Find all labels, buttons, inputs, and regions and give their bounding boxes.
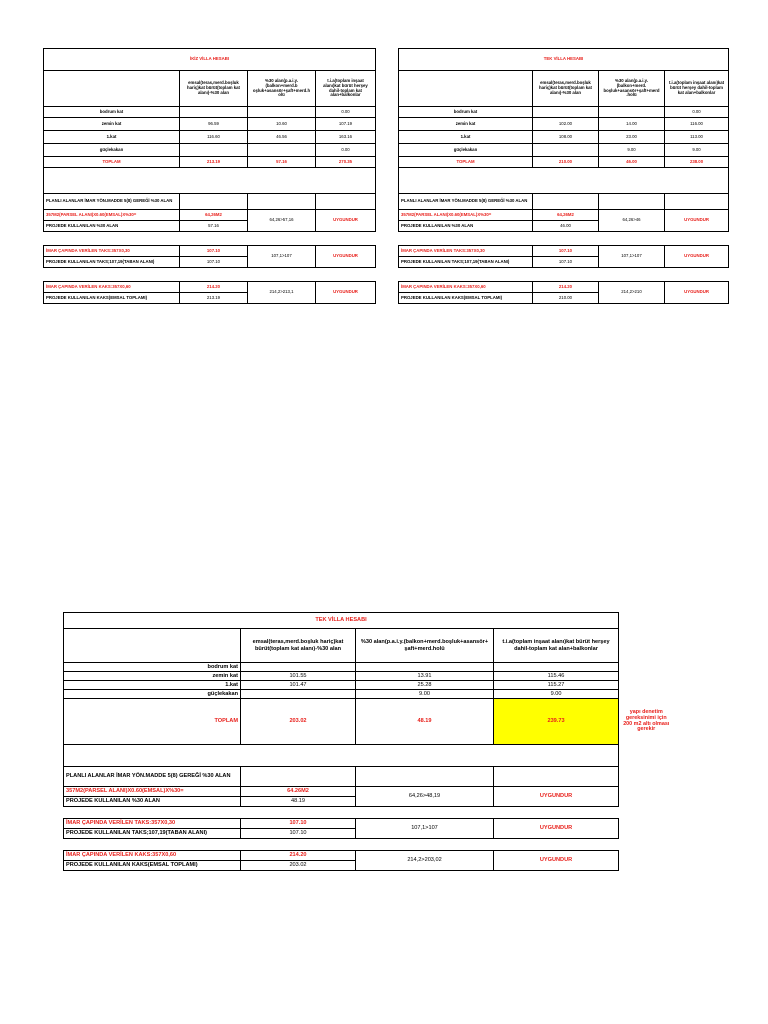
table-row	[64, 690, 674, 699]
row-label: zemin kat	[64, 672, 241, 681]
result-kaks: UYGUNDUR	[665, 282, 729, 304]
spacer-row	[399, 168, 729, 194]
allowed-taks-value: 107.10	[241, 819, 356, 829]
result-30: UYGUNDUR	[316, 210, 376, 232]
result-30: UYGUNDUR	[665, 210, 729, 232]
allowed-taks-label: İMAR ÇAPINDA VERİLEN TAKS:357X0,30	[64, 819, 241, 829]
total-v2: 48.19	[356, 699, 494, 745]
result-kaks: UYGUNDUR	[316, 282, 376, 304]
cell-v1	[180, 107, 248, 118]
used-taks-label: PROJEDE KULLANILAN TAKS;107,19(TABAN ALANI)	[44, 257, 180, 268]
table-row	[399, 144, 729, 157]
cell-v3: 107.19	[316, 118, 376, 131]
cell-v3: 0.00	[665, 107, 729, 118]
gap-row	[64, 839, 674, 851]
table-row	[64, 672, 674, 681]
tek-villa-table	[398, 48, 729, 304]
blank-cell	[180, 194, 248, 210]
cell-v3: 163.16	[316, 131, 376, 144]
blank-cell	[619, 663, 674, 672]
cell-v2: 9.00	[599, 144, 665, 157]
header-tia: t.i.a(toplam inşaat alanı)kat bürüt herşey dahil-toplam kat alan+balkonlar	[665, 71, 729, 107]
header-emsal: emsal(teras,merd.boşluk hariç)kat bürüt(toplam kat alanı)-%30 alan	[180, 71, 248, 107]
comparison-30: 64,26>57,16	[248, 210, 316, 232]
cell-v3: 113.00	[665, 131, 729, 144]
allowed-kaks-value: 214.20	[180, 282, 248, 293]
header-blank	[399, 71, 533, 107]
total-row	[399, 157, 729, 168]
table-title: İKİZ VİLLA HESABI	[44, 49, 376, 71]
allowed-kaks-value: 214.20	[533, 282, 599, 293]
table-row	[399, 118, 729, 131]
row-label: 1.kat	[64, 681, 241, 690]
used-taks-label: PROJEDE KULLANILAN TAKS;107,19(TABAN ALANI)	[399, 257, 533, 268]
blank-cell	[619, 629, 674, 663]
total-v1: 213.19	[180, 157, 248, 168]
cell-v1: 101.55	[241, 672, 356, 681]
allowed-taks-value: 107.10	[533, 246, 599, 257]
row-label: bodrum kat	[44, 107, 180, 118]
header-tia: t.i.a(toplam inşaat alanı)kat bürüt herşey dahil-toplam kat alan+balkonlar	[494, 629, 619, 663]
table-row	[399, 131, 729, 144]
used-taks-value: 107.10	[180, 257, 248, 268]
header-emsal: emsal(teras,merd.boşluk hariç)kat bürüt(toplam kat alanı)-%30 alan	[533, 71, 599, 107]
tek-villa-revised-table	[63, 612, 674, 871]
spacer-row	[44, 168, 376, 194]
blank-cell	[619, 613, 674, 629]
comparison-30: 64,26>48,19	[356, 787, 494, 807]
blank-cell	[619, 851, 674, 861]
used-30-label: PROJEDE KULLANILAN %30 ALAN	[64, 797, 241, 807]
total-v2: 57.16	[248, 157, 316, 168]
used-30-value: 48.19	[241, 797, 356, 807]
header-30-alan: %30 alan(p.a.i.y.(balkon+merd. boşluk+asansör+şaft+merd .holü	[599, 71, 665, 107]
allowed-30-value: 64.26M2	[241, 787, 356, 797]
header-tia: t.i.a(toplam inşaat alanı)kat bürüt herşey dahil-toplam kat alan+balkonlar	[316, 71, 376, 107]
blank-cell	[533, 194, 599, 210]
cell-v1	[241, 690, 356, 699]
allowed-30-value: 64,26M2	[180, 210, 248, 221]
row-label: güçlekakan	[399, 144, 533, 157]
table-row	[64, 663, 674, 672]
table-row	[64, 681, 674, 690]
cell-v3: 0.00	[316, 144, 376, 157]
cell-v1: 108.00	[533, 131, 599, 144]
total-v1: 203.02	[241, 699, 356, 745]
cell-v1: 96.59	[180, 118, 248, 131]
total-v1: 210.00	[533, 157, 599, 168]
gap-row	[44, 268, 376, 282]
total-v2: 46.00	[599, 157, 665, 168]
total-v3: 270.35	[316, 157, 376, 168]
row-label: güçlekakan	[44, 144, 180, 157]
allowed-kaks-value: 214.20	[241, 851, 356, 861]
cell-v1: 101.47	[241, 681, 356, 690]
comparison-kaks: 214,2>203,02	[356, 851, 494, 871]
cell-v2	[248, 144, 316, 157]
blank-cell	[619, 829, 674, 839]
cell-v2: 9.00	[356, 690, 494, 699]
total-row	[44, 157, 376, 168]
used-kaks-label: PROJEDE KULLANILAN KAKS(EMSAL TOPLAMI)	[64, 861, 241, 871]
used-taks-label: PROJEDE KULLANILAN TAKS;107,19(TABAN ALANI)	[64, 829, 241, 839]
result-taks: UYGUNDUR	[665, 246, 729, 268]
cell-v3: 0.00	[316, 107, 376, 118]
cell-v1	[533, 107, 599, 118]
total-label: TOPLAM	[399, 157, 533, 168]
comparison-kaks: 214,2>210	[599, 282, 665, 304]
allowed-taks-label: İMAR ÇAPINDA VERİLEN TAKS:357X0,30	[399, 246, 533, 257]
row-label: güçlekakan	[64, 690, 241, 699]
cell-v3: 115.27	[494, 681, 619, 690]
total-row	[64, 699, 674, 745]
comparison-30: 64,26>46	[599, 210, 665, 232]
used-kaks-label: PROJEDE KULLANILAN KAKS(EMSAL TOPLAMI)	[399, 293, 533, 304]
blank-cell	[356, 767, 494, 787]
row-label: zemin kat	[399, 118, 533, 131]
total-label: TOPLAM	[44, 157, 180, 168]
result-taks: UYGUNDUR	[494, 819, 619, 839]
gap-row	[399, 232, 729, 246]
allowed-taks-label: İMAR ÇAPINDA VERİLEN TAKS:357X0,30	[44, 246, 180, 257]
cell-v3: 9.00	[665, 144, 729, 157]
result-30: UYGUNDUR	[494, 787, 619, 807]
allowed-30-value: 64,26M2	[533, 210, 599, 221]
row-label: bodrum kat	[64, 663, 241, 672]
blank-cell	[619, 797, 674, 807]
gap-row	[44, 232, 376, 246]
table-row	[44, 107, 376, 118]
used-kaks-value: 213.19	[180, 293, 248, 304]
gap-row	[399, 268, 729, 282]
allowed-taks-value: 107.10	[180, 246, 248, 257]
total-label: TOPLAM	[64, 699, 241, 745]
result-kaks: UYGUNDUR	[494, 851, 619, 871]
blank-cell	[619, 787, 674, 797]
table-row	[399, 107, 729, 118]
planli-label: PLANLI ALANLAR İMAR YÖN.MADDE 5(8) GEREĞİ %30 ALAN	[64, 767, 241, 787]
used-taks-value: 107.10	[241, 829, 356, 839]
comparison-kaks: 214,2>213,1	[248, 282, 316, 304]
row-label: 1.kat	[44, 131, 180, 144]
used-30-label: PROJEDE KULLANILAN %30 ALAN	[44, 221, 180, 232]
blank-cell	[665, 194, 729, 210]
allowed-30-label: 357M2(PARSEL ALANI)X0.60(EMSAL)X%30=	[64, 787, 241, 797]
cell-v2	[248, 107, 316, 118]
cell-v2: 25.28	[356, 681, 494, 690]
cell-v3: 115.46	[494, 672, 619, 681]
cell-v1	[180, 144, 248, 157]
cell-v3	[494, 663, 619, 672]
blank-cell	[619, 861, 674, 871]
warning-note: yapı denetim gereksinimi için 200 m2 altı olması gerekir	[623, 708, 670, 733]
header-blank	[64, 629, 241, 663]
cell-v2: 23.00	[599, 131, 665, 144]
total-v3-highlight: 239.73	[494, 699, 619, 745]
blank-cell	[619, 819, 674, 829]
planli-label: PLANLI ALANLAR İMAR YÖN.MADDE 5(8) GEREĞİ %30 ALAN	[44, 194, 180, 210]
used-kaks-label: PROJEDE KULLANILAN KAKS(EMSAL TOPLAMI)	[44, 293, 180, 304]
comparison-taks: 107,1>107	[356, 819, 494, 839]
cell-v3: 9.00	[494, 690, 619, 699]
used-kaks-value: 210.00	[533, 293, 599, 304]
cell-v3: 116.00	[665, 118, 729, 131]
allowed-kaks-label: İMAR ÇAPINDA VERİLEN KAKS:357X0,60	[399, 282, 533, 293]
blank-cell	[619, 672, 674, 681]
result-taks: UYGUNDUR	[316, 246, 376, 268]
cell-v1	[533, 144, 599, 157]
used-kaks-value: 203.02	[241, 861, 356, 871]
blank-cell	[619, 681, 674, 690]
cell-v1: 102.00	[533, 118, 599, 131]
row-label: bodrum kat	[399, 107, 533, 118]
blank-cell	[494, 767, 619, 787]
header-30-alan: %30 alan(p.a.i.y.(balkon+merd.boşluk+asansör+ şaft+merd.holü	[356, 629, 494, 663]
table-row	[44, 144, 376, 157]
planli-label: PLANLI ALANLAR İMAR YÖN.MADDE 5(8) GEREĞİ %30 ALAN	[399, 194, 533, 210]
gap-row	[64, 807, 674, 819]
header-blank	[44, 71, 180, 107]
table-title: TEK VİLLA HESABI	[64, 613, 619, 629]
comparison-taks: 107,1>107	[248, 246, 316, 268]
row-label: zemin kat	[44, 118, 180, 131]
used-30-value: 46.00	[533, 221, 599, 232]
row-label: 1.kat	[399, 131, 533, 144]
used-30-value: 57.16	[180, 221, 248, 232]
ikiz-villa-table	[43, 48, 376, 304]
table-title: TEK VİLLA HESABI	[399, 49, 729, 71]
cell-v2: 10.60	[248, 118, 316, 131]
used-30-label: PROJEDE KULLANILAN %30 ALAN	[399, 221, 533, 232]
cell-v2	[599, 107, 665, 118]
blank-cell	[619, 745, 674, 767]
table-row	[44, 131, 376, 144]
cell-v1: 116.60	[180, 131, 248, 144]
blank-cell	[248, 194, 316, 210]
blank-cell	[316, 194, 376, 210]
comparison-taks: 107,1>107	[599, 246, 665, 268]
used-taks-value: 107.10	[533, 257, 599, 268]
allowed-30-label: 357M2(PARSEL ALANI)X0.60(EMSAL)X%30=	[44, 210, 180, 221]
header-30-alan: %30 alan(p.a.i.y.(balkon+merd.b oşluk+asansör+şaft+merd.h olü	[248, 71, 316, 107]
cell-v2: 14.00	[599, 118, 665, 131]
blank-cell	[619, 767, 674, 787]
table-row	[44, 118, 376, 131]
cell-v2: 13.91	[356, 672, 494, 681]
header-emsal: emsal(teras,merd.boşluk hariç)kat bürüt(toplam kat alanı)-%30 alan	[241, 629, 356, 663]
blank-cell	[241, 767, 356, 787]
blank-cell	[599, 194, 665, 210]
allowed-kaks-label: İMAR ÇAPINDA VERİLEN KAKS:357X0,60	[64, 851, 241, 861]
allowed-kaks-label: İMAR ÇAPINDA VERİLEN KAKS:357X0,60	[44, 282, 180, 293]
total-v3: 238.00	[665, 157, 729, 168]
spacer-row	[64, 745, 619, 767]
cell-v2: 46.56	[248, 131, 316, 144]
blank-cell	[619, 690, 674, 699]
cell-v1	[241, 663, 356, 672]
allowed-30-label: 357M2(PARSEL ALANI)X0.60(EMSAL)X%30=	[399, 210, 533, 221]
cell-v2	[356, 663, 494, 672]
